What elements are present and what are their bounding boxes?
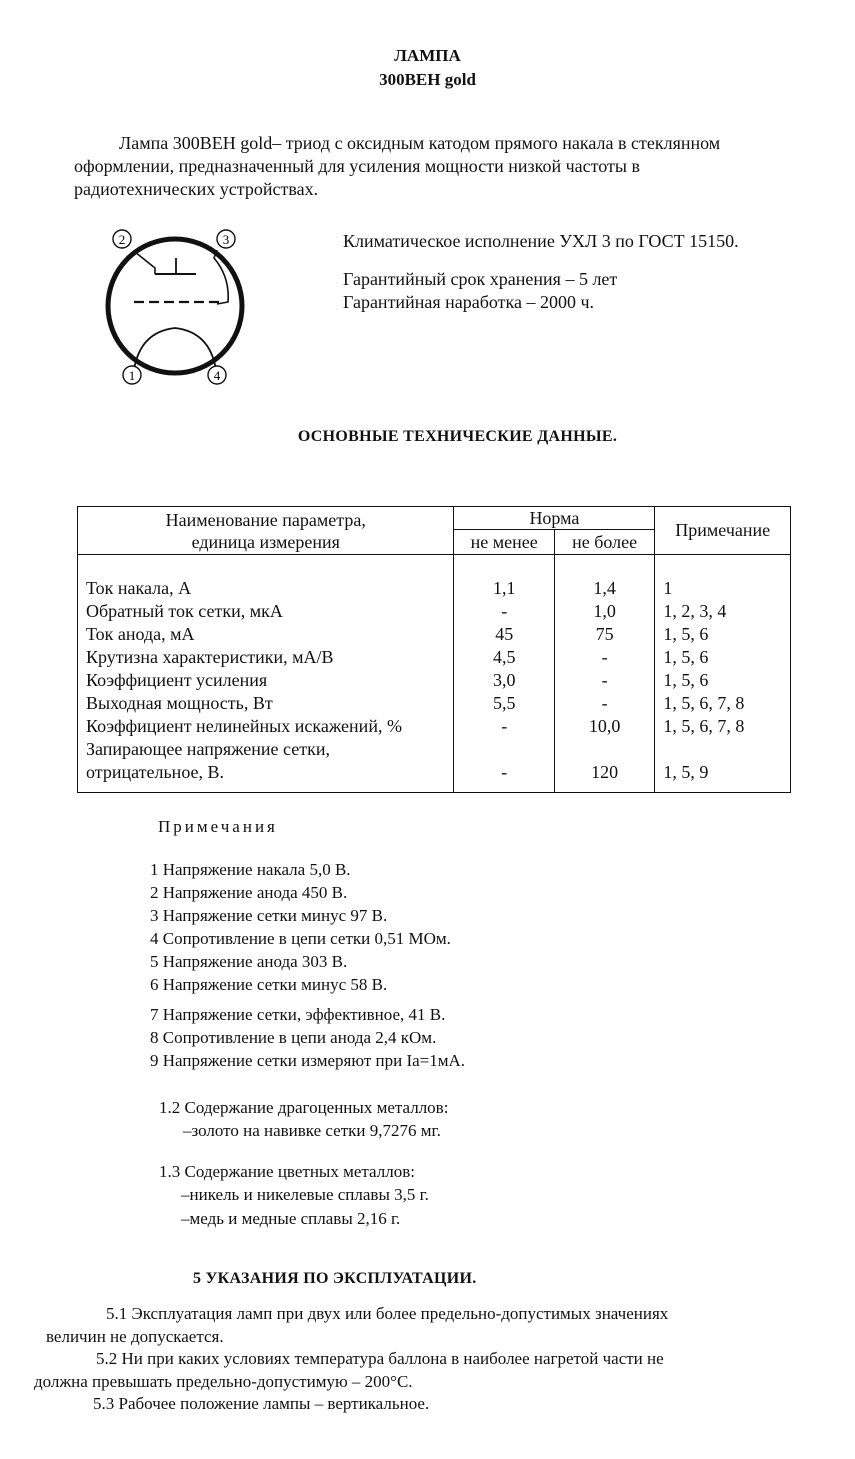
tube-pinout-diagram [100,222,250,390]
intro-line-1: Лампа 300BEH gold– триод с оксидным катодом прямого накала в стеклянном [119,133,721,153]
note-item: 9 Напряжение сетки измеряют при Ia=1мА. [150,1051,466,1070]
table-row-min: 45 [495,624,514,644]
pin-4-marker [208,366,226,384]
table-row-name: Коэффициент нелинейных искажений, % [86,716,402,736]
pin-4-label: 4 [213,368,221,383]
operation-5-2-line-2: должна превышать предельно-допустимую – 200°С. [34,1372,413,1391]
table-row-max: 10,0 [588,716,621,736]
table-row-min: - [501,601,508,621]
parameters-table [77,506,791,793]
pin-2-label: 2 [118,232,126,247]
copper-line: –медь и медные сплавы 2,16 г. [181,1209,401,1228]
document-title: ЛАМПА [394,46,461,65]
intro-line-2: оформлении, предназначенный для усиления мощности низкой частоты в [74,156,640,176]
precious-gold-line: –золото на навивке сетки 9,7276 мг. [183,1121,441,1140]
pin-1-label: 1 [128,368,136,383]
nickel-line: –никель и никелевые сплавы 3,5 г. [181,1185,429,1204]
pin-3-label: 3 [222,232,230,247]
pin-2-marker [113,230,131,248]
table-row-note: 1, 5, 6 [663,624,709,644]
tube-envelope-circle [108,239,242,373]
operation-section-title: 5 УКАЗАНИЯ ПО ЭКСПЛУАТАЦИИ. [193,1270,477,1287]
table-row-note: 1, 5, 6, 7, 8 [663,716,745,736]
max-column-header: не более [554,530,654,555]
table-row-note: 1, 5, 6 [663,647,709,667]
table-row-max: - [601,670,608,690]
section-title: ОСНОВНЫЕ ТЕХНИЧЕСКИЕ ДАННЫЕ. [297,428,618,445]
table-row-name: Ток анода, мА [86,624,195,644]
table-row-min: 4,5 [492,647,516,667]
intro-line-3: радиотехнических устройствах. [74,179,319,199]
pin-1-marker [123,366,141,384]
note-item: 3 Напряжение сетки минус 97 В. [150,906,388,925]
table-row-max: - [601,647,608,667]
table-row-name: Запирающее напряжение сетки, [86,739,330,759]
table-row-name: Выходная мощность, Вт [86,693,273,713]
table-row-note [663,738,790,761]
note-item: 4 Сопротивление в цепи сетки 0,51 МОм. [150,929,451,948]
table-row-min: 3,0 [492,670,516,690]
note-column-header: Примечание [655,507,791,555]
nonferrous-metals-title: 1.3 Содержание цветных металлов: [159,1162,415,1181]
operation-5-1-line-2: величин не допускается. [46,1327,224,1346]
param-header-line-2: единица измерения [191,531,340,552]
note-item: 1 Напряжение накала 5,0 В. [150,860,351,879]
table-row-min: 5,5 [492,693,516,713]
table-row-name: Коэффициент усиления [86,670,268,690]
table-row-note: 1 [663,578,673,598]
table-row-max: 1,4 [593,578,616,598]
operation-5-1-line-1: 5.1 Эксплуатация ламп при двух или более предельно-допустимых значениях [106,1304,669,1323]
table-row-name: Крутизна характеристики, мА/В [86,647,334,667]
note-item: 2 Напряжение анода 450 В. [150,883,348,902]
norm-header: Норма [454,507,655,530]
operation-5-2-line-1: 5.2 Ни при каких условиях температура баллона в наиболее нагретой части не [96,1349,664,1368]
note-item: 5 Напряжение анода 303 В. [150,952,348,971]
precious-metals-title: 1.2 Содержание драгоценных металлов: [159,1098,449,1117]
note-item: 6 Напряжение сетки минус 58 В. [150,975,388,994]
note-item: 7 Напряжение сетки, эффективное, 41 В. [150,1005,446,1024]
table-row-name: отрицательное, В. [86,762,225,782]
min-values-cell [454,555,554,793]
operation-5-3: 5.3 Рабочее положение лампы – вертикальное. [93,1394,430,1413]
table-row-min [454,738,553,761]
storage-warranty: Гарантийный срок хранения – 5 лет [343,269,618,289]
table-row-max: 120 [591,762,619,782]
table-row-name: Ток накала, А [86,578,192,598]
table-row-note: 1, 2, 3, 4 [663,601,727,621]
note-item: 8 Сопротивление в цепи анода 2,4 кОм. [150,1028,437,1047]
param-header-line-1: Наименование параметра, [165,509,366,530]
param-names-cell [78,555,454,793]
table-row-note: 1, 5, 6 [663,670,709,690]
table-row-max: 75 [595,624,614,644]
table-row-note: 1, 5, 9 [663,762,709,782]
table-row-max: 1,0 [593,601,616,621]
tube-model: 300BEH gold [379,70,476,89]
table-row-min: - [501,762,508,782]
table-row-min: 1,1 [492,578,516,598]
table-row-max [555,738,654,761]
table-row-max: - [601,693,608,713]
filament-cathode [134,328,216,370]
notes-list [150,858,465,1072]
table-row-note: 1, 5, 6, 7, 8 [663,693,745,713]
pin-3-marker [217,230,235,248]
table-row-min: - [501,716,508,736]
min-column-header: не менее [454,530,554,555]
table-row-name: Обратный ток сетки, мкА [86,601,283,621]
climate-spec: Климатическое исполнение УХЛ 3 по ГОСТ 15150. [343,231,739,251]
runtime-warranty: Гарантийная наработка – 2000 ч. [343,292,595,312]
notes-title: Примечания [158,817,278,836]
note-values-cell [655,555,791,793]
anode-lead-left [135,252,155,274]
param-column-header [78,507,454,555]
max-values-cell [554,555,654,793]
